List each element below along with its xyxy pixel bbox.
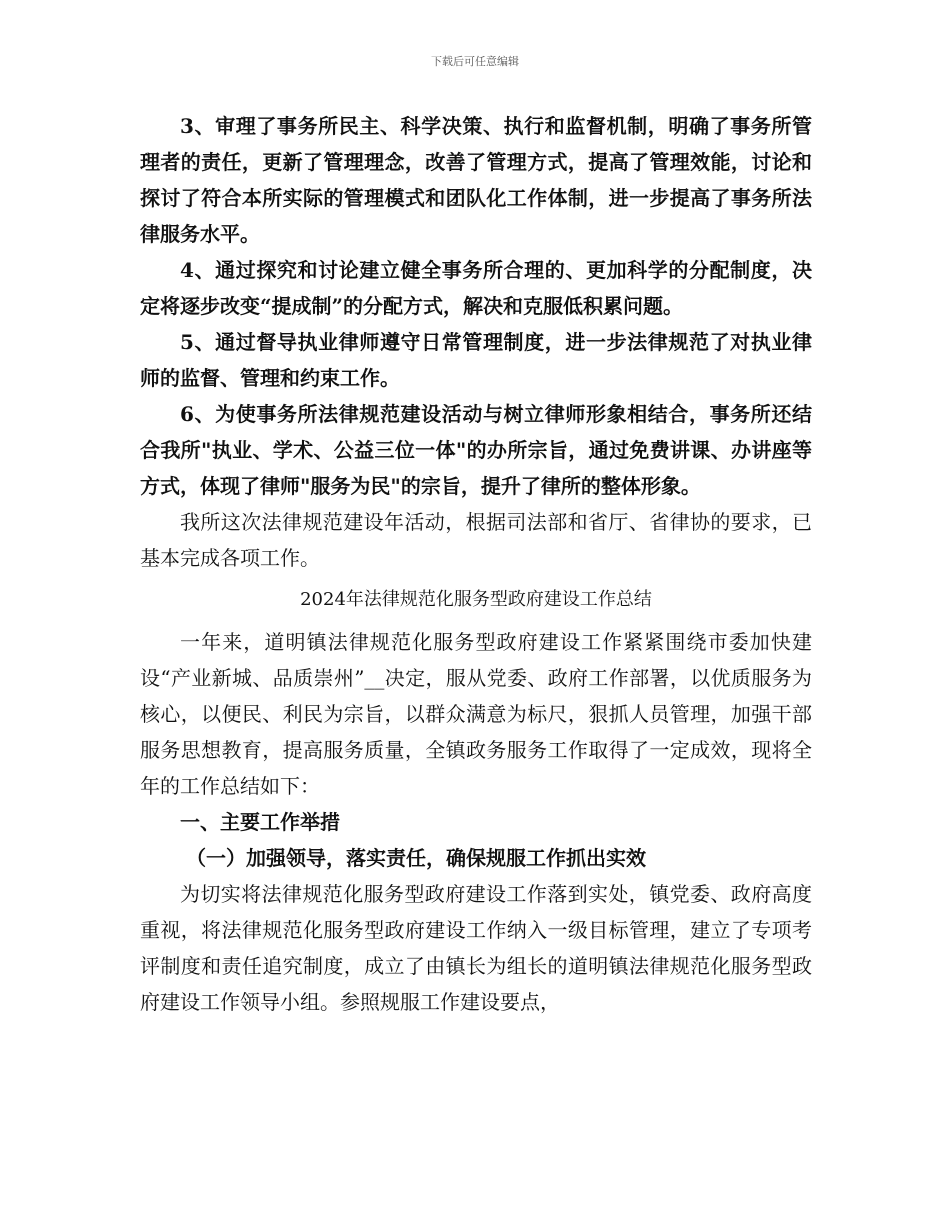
paragraph-item-6: 6、为使事务所法律规范建设活动与树立律师形象相结合，事务所还结合我所"执业、学术、公益三位一体"的办所宗旨，通过免费讲课、办讲座等方式，体现了律师"服务为民"的宗旨，提升了律所的整体形象。 xyxy=(140,402,812,498)
paragraph-item-5: 5、通过督导执业律师遵守日常管理制度，进一步法律规范了对执业律师的监督、管理和约束工作。 xyxy=(140,330,812,390)
heading-main-measures: 一、主要工作举措 xyxy=(180,810,340,834)
section-title: 2024年法律规范化服务型政府建设工作总结 xyxy=(300,589,652,610)
page-header: 下载后可任意编辑 xyxy=(431,55,519,68)
paragraph-item-3: 3、审理了事务所民主、科学决策、执行和监督机制，明确了事务所管理者的责任，更新了管理理念，改善了管理方式，提高了管理效能，讨论和探讨了符合本所实际的管理模式和团队化工作体制，进一步提高了事务所法律服务水平。 xyxy=(140,114,812,246)
paragraph-intro: 一年来，道明镇法律规范化服务型政府建设工作紧紧围绕市委加快建设“产业新城、品质崇州”__决定，服从党委、政府工作部署，以优质服务为核心，以便民、利民为宗旨，以群众满意为标尺，狠抓人员管理，加强干部服务思想教育，提高服务质量，全镇政务服务工作取得了一定成效，现将全年的工作总结如下： xyxy=(140,630,812,798)
paragraph-item-4: 4、通过探究和讨论建立健全事务所合理的、更加科学的分配制度，决定将逐步改变“提成制”的分配方式，解决和克服低积累问题。 xyxy=(140,258,812,318)
subheading-leadership: （一）加强领导，落实责任，确保规服工作抓出实效 xyxy=(186,846,646,870)
document-body xyxy=(140,108,812,1020)
paragraph-conclusion: 我所这次法律规范建设年活动，根据司法部和省厅、省律协的要求，已基本完成各项工作。 xyxy=(140,510,812,570)
paragraph-leadership: 为切实将法律规范化服务型政府建设工作落到实处，镇党委、政府高度重视，将法律规范化服务型政府建设工作纳入一级目标管理，建立了专项考评制度和责任追究制度，成立了由镇长为组长的道明镇法律规范化服务型政府建设工作领导小组。参照规服工作建设要点， xyxy=(140,882,812,1014)
